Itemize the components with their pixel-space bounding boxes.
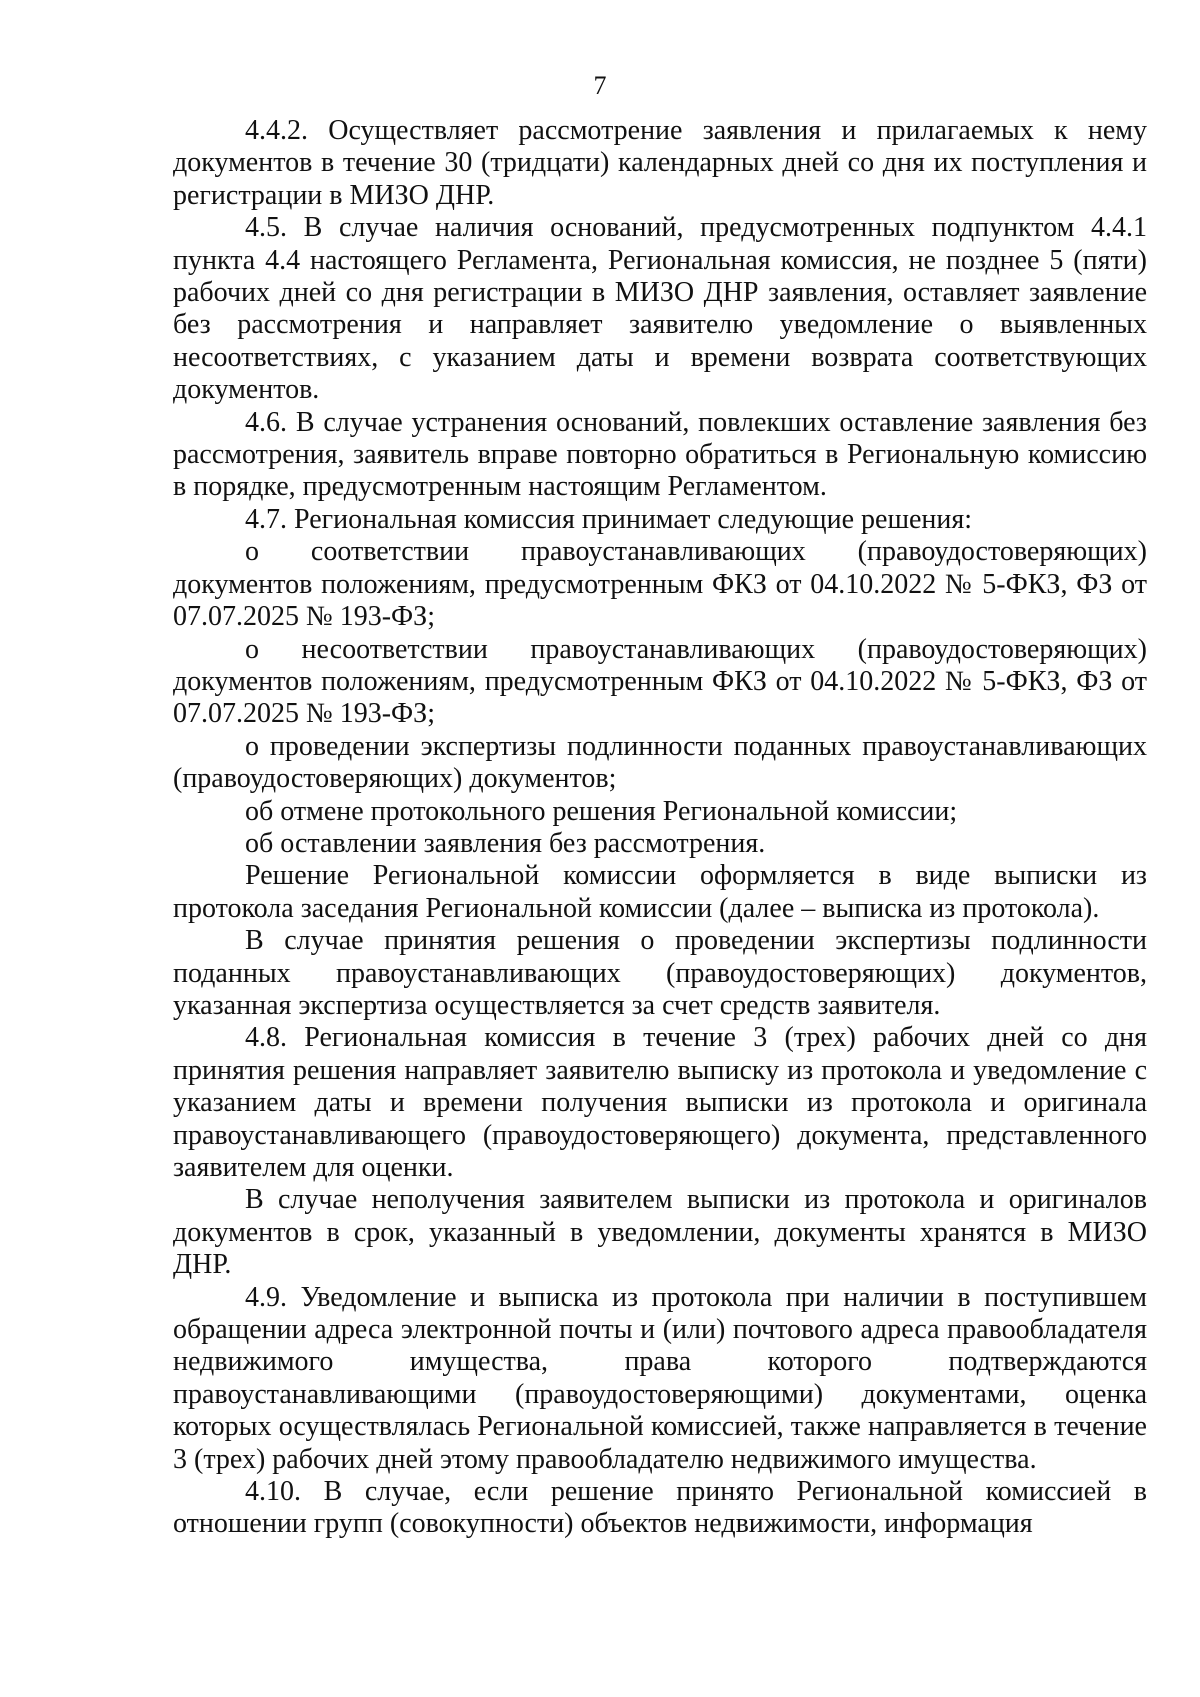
paragraph-4-9: 4.9. Уведомление и выписка из протокола при наличии в поступившем обращении адреса электронной почты и (или) почтового адреса правообладателя недвижимого имущества, права которого подтверждаются правоустанавливающими (правоудостоверяющими) документами, оценка которых осуществлялась Региональной комиссией, также направляется в течение 3 (трех) рабочих дней этому правообладателю недвижимого имущества. [173, 1281, 1147, 1475]
page-number: 7 [593, 71, 607, 100]
decision-item-compliance: о соответствии правоустанавливающих (правоудостоверяющих) документов положениям, предусмотренным ФКЗ от 04.10.2022 № 5-ФКЗ, ФЗ от 07.07.2025 № 193-ФЗ; [173, 536, 1147, 633]
paragraph-document-storage: В случае неполучения заявителем выписки из протокола и оригиналов документов в срок, указанный в уведомлении, документы хранятся в МИЗО ДНР. [173, 1184, 1147, 1281]
paragraph-decision-form: Решение Региональной комиссии оформляется в виде выписки из протокола заседания Региональной комиссии (далее – выписка из протокола). [173, 860, 1147, 924]
decision-item-leave-unconsidered: об оставлении заявления без рассмотрения. [245, 827, 766, 859]
decision-item-expertise: о проведении экспертизы подлинности поданных правоустанавливающих (правоудостоверяющих) документов; [173, 730, 1147, 795]
decision-item-cancel: об отмене протокольного решения Региональной комиссии; [245, 795, 958, 827]
paragraph-expertise-cost: В случае принятия решения о проведении экспертизы подлинности поданных правоустанавливающих (правоудостоверяющих) документов, указанная экспертиза осуществляется за счет средств заявителя. [173, 925, 1147, 1021]
paragraph-4-4-2: 4.4.2. Осуществляет рассмотрение заявления и прилагаемых к нему документов в течение 30 (тридцати) календарных дней со дня их поступления и регистрации в МИЗО ДНР. [173, 115, 1147, 211]
paragraph-4-6: 4.6. В случае устранения оснований, повлекших оставление заявления без рассмотрения, заявитель вправе повторно обратиться в Региональную комиссию в порядке, предусмотренным настоящим Регламентом. [173, 406, 1147, 503]
document-body [173, 115, 1147, 1541]
paragraph-4-7: 4.7. Региональная комиссия принимает следующие решения: [245, 503, 973, 535]
decision-item-noncompliance: о несоответствии правоустанавливающих (правоудостоверяющих) документов положениям, предусмотренным ФКЗ от 04.10.2022 № 5-ФКЗ, ФЗ от 07.07.2025 № 193-ФЗ; [173, 633, 1147, 730]
paragraph-4-8: 4.8. Региональная комиссия в течение 3 (трех) рабочих дней со дня принятия решения направляет заявителю выписку из протокола и уведомление с указанием даты и времени получения выписки из протокола и оригинала правоустанавливающего (правоудостоверяющего) документа, представленного заявителем для оценки. [173, 1022, 1147, 1183]
paragraph-4-5: 4.5. В случае наличия оснований, предусмотренных подпунктом 4.4.1 пункта 4.4 настоящего Регламента, Региональная комиссия, не позднее 5 (пяти) рабочих дней со дня регистрации в МИЗО ДНР заявления, оставляет заявление без рассмотрения и направляет заявителю уведомление о выявленных несоответствиях, с указанием даты и времени возврата соответствующих документов. [173, 212, 1147, 406]
paragraph-4-10: 4.10. В случае, если решение принято Региональной комиссией в отношении групп (совокупности) объектов недвижимости, информация [173, 1476, 1147, 1540]
